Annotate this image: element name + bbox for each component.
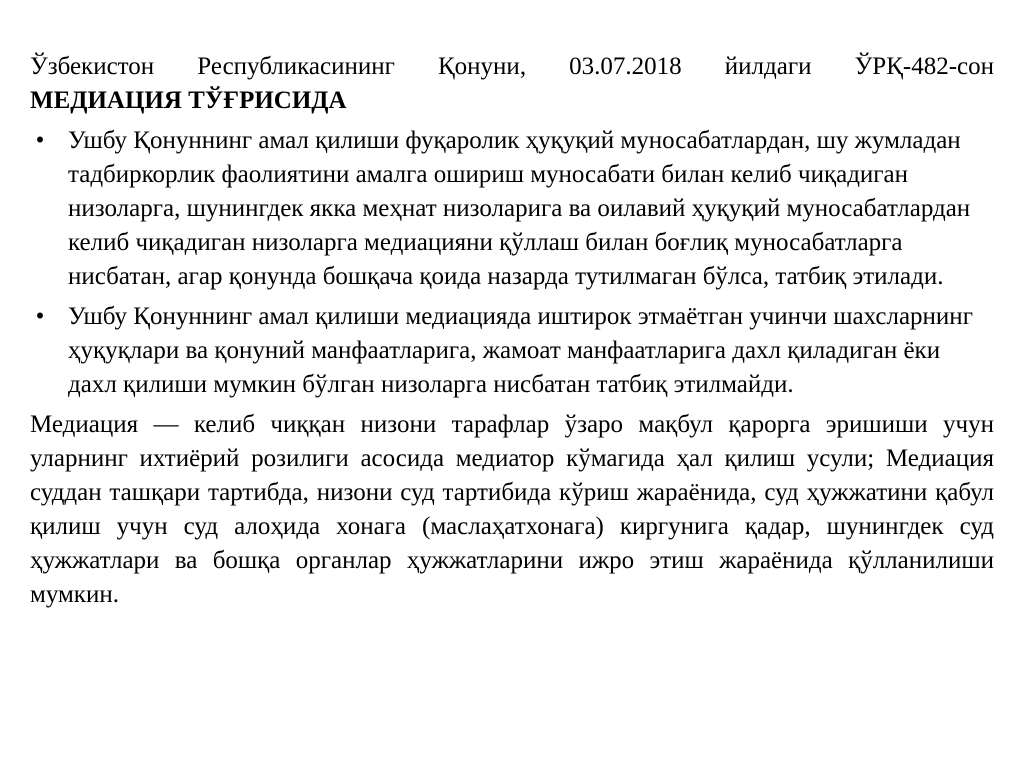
bullet-text: Ушбу Қонуннинг амал қилиши фуқаролик ҳуқуқий муносабатлардан, шу жумладан тадбиркорлик фаолиятини амалга ошириш муносабати билан келиб чиқадиган низоларга, шунингдек якка меҳнат низоларига ва оилавий ҳуқуқий муносабатлардан келиб чиқадиган низоларга медиацияни қўллаш билан боғлиқ муносабатларга нисбатан, агар қонунда бошқача қоида назарда тутилмаган бўлса, татбиқ этилади. <box>68 127 971 290</box>
bullet-icon: • <box>35 127 45 154</box>
slide-content <box>30 50 994 612</box>
bullet-icon: • <box>35 303 45 330</box>
law-reference: Ўзбекистон Республикасининг Қонуни, 03.07.2018 йилдаги ЎРҚ-482-сон <box>30 53 994 80</box>
list-item <box>30 124 994 294</box>
bullet-text: Ушбу Қонуннинг амал қилиши медиацияда иштирок этмаётган учинчи шахсларнинг ҳуқуқлари ва қонуний манфаатларига, жамоат манфаатларига дахл қиладиган ёки дахл қилиши мумкин бўлган низоларга нисбатан татбиқ этилмайди. <box>68 303 973 398</box>
law-title: МЕДИАЦИЯ ТЎҒРИСИДА <box>30 87 347 114</box>
list-item <box>30 300 994 402</box>
mediation-definition: Медиация — келиб чиққан низони тарафлар ўзаро мақбул қарорга эришиши учун уларнинг ихтиёрий розилиги асосида медиатор кўмагида ҳал қилиш усули; Медиация суддан ташқари тартибда, низони суд тартибида кўриш жараёнида, суд ҳужжатини қабул қилиш учун суд алоҳида хонага (маслаҳатхонага) киргунига қадар, шунингдек суд ҳужжатлари ва бошқа органлар ҳужжатларини ижро этиш жараёнида қўлланилиши мумкин. <box>30 411 994 608</box>
bullet-list <box>30 124 994 402</box>
